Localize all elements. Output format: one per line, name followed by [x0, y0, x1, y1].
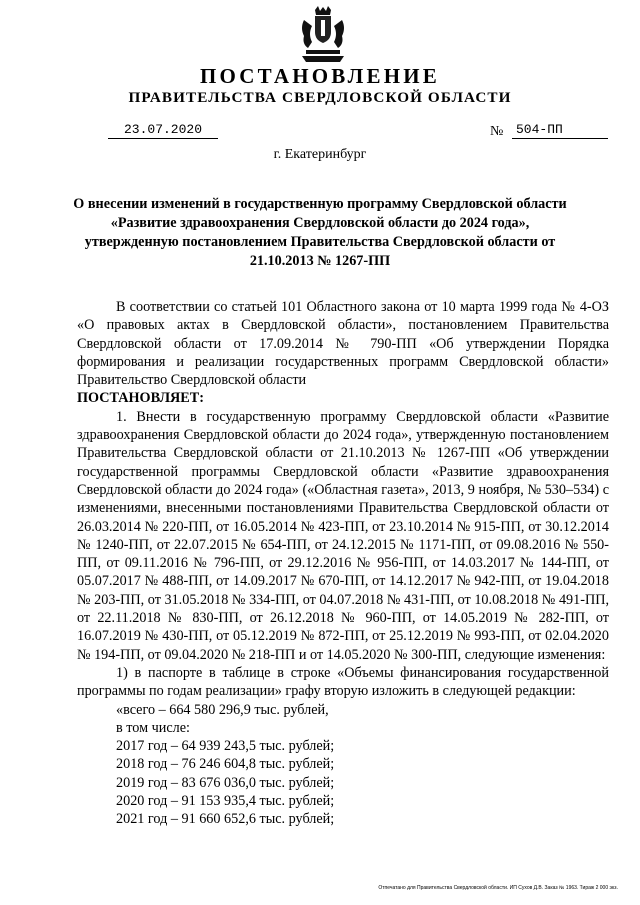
number-label: № — [490, 124, 504, 139]
year-line: 2021 год – 91 660 652,6 тыс. рублей; — [116, 811, 335, 828]
decree-word: ПОСТАНОВЛЯЕТ: — [77, 390, 204, 407]
preamble-paragraph: В соответствии со статьей 101 Областного закона от 10 марта 1999 года № 4-ОЗ «О правовых актах в Свердловской области», постановлением Правительства Свердловской области от 17.09.2014 № 790-ПП «Об утверждении Порядка формирования и реализации государственных программ Свердловской области» Правительство Свердловской области — [77, 299, 609, 389]
city: г. Екатеринбург — [273, 147, 367, 162]
total-line: «всего – 664 580 296,9 тыс. рублей, — [116, 701, 329, 718]
document-body — [77, 298, 609, 829]
print-imprint: Отпечатано для Правительства Свердловской области. ИП Сухов Д.В. Заказ № 1963. Тираж 2 000 экз. — [378, 885, 618, 891]
year-line: 2017 год – 64 939 243,5 тыс. рублей; — [116, 738, 335, 755]
including-line: в том числе: — [116, 719, 190, 736]
document-date: 23.07.2020 — [108, 122, 218, 139]
item-1-paragraph: 1. Внести в государственную программу Свердловской области «Развитие здравоохранения Свердловской области до 2024 года», утвержденную постановлением Правительства Свердловской области от 21.10.2013 № 1267-ПП «Об утверждении государственной программы Свердловской области «Развитие здравоохранения Свердловской области до 2024 года» («Областная газета», 2013, 9 ноября, № 530–534) с изменениями, внесенными постановлениями Правительства Свердловской области от 26.03.2014 № 220-ПП, от 16.05.2014 № 423-ПП, от 23.10.2014 № 915-ПП, от 30.12.2014 № 1240-ПП, от 22.07.2015 № 654-ПП, от 24.12.2015 № 1171-ПП, от 09.08.2016 № 550-ПП, от 09.11.2016 № 796-ПП, от 29.12.2016 № 956-ПП, от 14.03.2017 № 144-ПП, от 05.07.2017 № 488-ПП, от 14.09.2017 № 670-ПП, от 14.12.2017 № 942-ПП, от 19.04.2018 № 203-ПП, от 31.05.2018 № 334-ПП, от 04.07.2018 № 431-ПП, от 10.08.2018 № 491-ПП, от 22.11.2018 № 830-ПП, от 26.12.2018 № 960-ПП, от 14.05.2019 № 282-ПП, от 16.07.2019 № 430-ПП, от 05.12.2019 № 872-ПП, от 25.12.2019 № 993-ПП, от 02.04.2020 № 194-ПП, от 09.04.2020 № 218-ПП и от 14.05.2020 № 300-ПП, следующие изменения: — [77, 408, 609, 663]
year-line: 2020 год – 91 153 935,4 тыс. рублей; — [116, 793, 335, 810]
coat-of-arms-emblem — [296, 6, 350, 66]
document-type-title: ПОСТАНОВЛЕНИЕ — [199, 64, 441, 88]
subitem-1-paragraph: 1) в паспорте в таблице в строке «Объемы финансирования государственной программы по годам реализации» графу вторую изложить в следующей редакции: — [77, 664, 609, 700]
year-line: 2018 год – 76 246 604,8 тыс. рублей; — [116, 756, 335, 773]
issuer-title: ПРАВИТЕЛЬСТВА СВЕРДЛОВСКОЙ ОБЛАСТИ — [128, 89, 512, 106]
document-heading: О внесении изменений в государственную программу Свердловской области «Развитие здравоохранения Свердловской области до 2024 года», утвержденную постановлением Правительства Свердловской области от 21.10.2013 № 1267-ПП — [73, 196, 567, 269]
year-line: 2019 год – 83 676 036,0 тыс. рублей; — [116, 774, 335, 791]
document-number: 504-ПП — [512, 122, 608, 139]
